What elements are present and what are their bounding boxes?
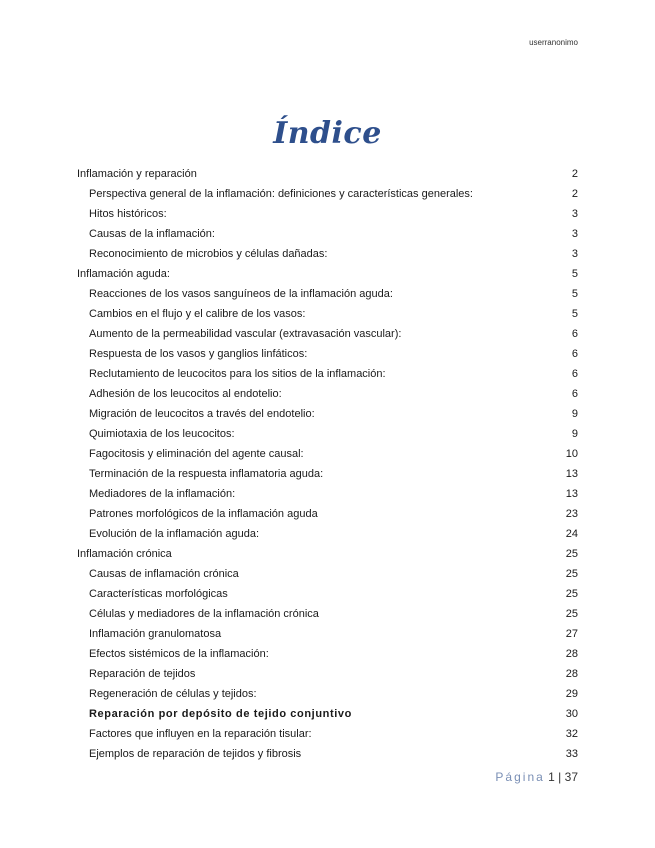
toc-entry-page: 23 <box>565 508 578 520</box>
toc-entry-title: Causas de la inflamación: <box>89 228 215 240</box>
toc-entry[interactable] <box>77 504 578 524</box>
toc-entry-page: 28 <box>565 668 578 680</box>
toc-entry-title: Evolución de la inflamación aguda: <box>89 528 260 540</box>
toc-entry-page: 30 <box>565 708 578 720</box>
page-footer <box>495 770 578 784</box>
toc-entry-title: Quimiotaxia de los leucocitos: <box>89 428 235 440</box>
page-title: Índice <box>273 116 382 151</box>
toc-entry-title: Efectos sistémicos de la inflamación: <box>89 648 269 660</box>
toc-entry[interactable] <box>77 484 578 504</box>
toc-entry-title: Adhesión de los leucocitos al endotelio: <box>89 388 282 400</box>
toc-entry-page: 28 <box>565 648 578 660</box>
toc-entry-page: 13 <box>565 468 578 480</box>
toc-entry-title: Reparación de tejidos <box>89 668 196 680</box>
toc-entry[interactable] <box>77 464 578 484</box>
toc-entry-page: 25 <box>565 548 578 560</box>
toc-entry-page: 3 <box>571 248 578 260</box>
toc-entry[interactable] <box>77 404 578 424</box>
toc-entry[interactable] <box>77 184 578 204</box>
toc-entry-title: Patrones morfológicos de la inflamación aguda <box>89 508 318 520</box>
toc-entry-title: Factores que influyen en la reparación tisular: <box>89 728 312 740</box>
footer-separator: | <box>558 770 562 784</box>
toc-entry-title: Perspectiva general de la inflamación: definiciones y características generales: <box>89 188 473 200</box>
footer-page-word: Página <box>495 770 545 784</box>
toc-entry[interactable] <box>77 664 578 684</box>
toc-entry[interactable] <box>77 284 578 304</box>
toc-entry-title: Terminación de la respuesta inflamatoria aguda: <box>89 468 324 480</box>
toc-entry-title: Reconocimiento de microbios y células dañadas: <box>89 248 328 260</box>
toc-entry[interactable] <box>77 444 578 464</box>
toc-entry[interactable] <box>77 604 578 624</box>
toc-entry[interactable] <box>77 164 578 184</box>
toc-entry-page: 6 <box>571 368 578 380</box>
toc-entry-page: 27 <box>565 628 578 640</box>
toc-entry[interactable] <box>77 524 578 544</box>
toc-entry[interactable] <box>77 564 578 584</box>
toc-entry[interactable] <box>77 544 578 564</box>
toc-entry-title: Inflamación granulomatosa <box>89 628 222 640</box>
toc-entry-title: Regeneración de células y tejidos: <box>89 688 257 700</box>
toc-entry[interactable] <box>77 224 578 244</box>
toc-entry[interactable] <box>77 204 578 224</box>
toc-entry-title: Causas de inflamación crónica <box>89 568 239 580</box>
toc-entry[interactable] <box>77 304 578 324</box>
toc-entry[interactable] <box>77 424 578 444</box>
toc-entry-title: Reclutamiento de leucocitos para los sitios de la inflamación: <box>89 368 386 380</box>
toc-entry-title: Ejemplos de reparación de tejidos y fibrosis <box>89 748 302 760</box>
toc-entry-page: 9 <box>571 428 578 440</box>
toc-entry-title: Mediadores de la inflamación: <box>89 488 236 500</box>
toc-entry-title: Hitos históricos: <box>89 208 167 220</box>
toc-entry-page: 2 <box>571 188 578 200</box>
toc-entry[interactable] <box>77 744 578 764</box>
toc-entry-title: Respuesta de los vasos y ganglios linfáticos: <box>89 348 308 360</box>
toc-entry-page: 5 <box>571 268 578 280</box>
toc-entry[interactable] <box>77 624 578 644</box>
toc-entry-title: Fagocitosis y eliminación del agente causal: <box>89 448 304 460</box>
toc-entry[interactable] <box>77 264 578 284</box>
table-of-contents <box>77 164 578 764</box>
toc-entry-page: 2 <box>571 168 578 180</box>
footer-total-pages: 37 <box>564 770 578 784</box>
toc-entry-title: Inflamación crónica <box>77 548 172 560</box>
toc-entry-title: Aumento de la permeabilidad vascular (extravasación vascular): <box>89 328 402 340</box>
toc-entry-page: 3 <box>571 228 578 240</box>
toc-entry[interactable] <box>77 724 578 744</box>
header-username: userranonimo <box>529 38 578 47</box>
toc-entry-page: 6 <box>571 388 578 400</box>
toc-entry[interactable] <box>77 704 578 724</box>
toc-entry-title: Cambios en el flujo y el calibre de los vasos: <box>89 308 306 320</box>
toc-entry-page: 33 <box>565 748 578 760</box>
toc-entry-title: Inflamación aguda: <box>77 268 170 280</box>
toc-entry-title: Células y mediadores de la inflamación crónica <box>89 608 319 620</box>
toc-entry-title: Características morfológicas <box>89 588 228 600</box>
toc-entry-title: Reacciones de los vasos sanguíneos de la inflamación aguda: <box>89 288 393 300</box>
toc-entry-page: 32 <box>565 728 578 740</box>
toc-entry-page: 29 <box>565 688 578 700</box>
toc-entry-page: 13 <box>565 488 578 500</box>
toc-entry[interactable] <box>77 644 578 664</box>
toc-entry-page: 25 <box>565 588 578 600</box>
toc-entry-page: 6 <box>571 348 578 360</box>
toc-entry[interactable] <box>77 364 578 384</box>
toc-entry-title: Migración de leucocitos a través del endotelio: <box>89 408 315 420</box>
toc-entry-title: Inflamación y reparación <box>77 168 197 180</box>
toc-entry-page: 24 <box>565 528 578 540</box>
footer-current-page: 1 <box>548 770 555 784</box>
toc-entry[interactable] <box>77 244 578 264</box>
toc-entry-title: Reparación por depósito de tejido conjuntivo <box>89 708 352 720</box>
toc-entry[interactable] <box>77 384 578 404</box>
toc-entry-page: 5 <box>571 308 578 320</box>
toc-entry-page: 6 <box>571 328 578 340</box>
toc-entry-page: 3 <box>571 208 578 220</box>
toc-entry-page: 9 <box>571 408 578 420</box>
toc-entry[interactable] <box>77 324 578 344</box>
toc-entry-page: 10 <box>565 448 578 460</box>
toc-entry-page: 25 <box>565 568 578 580</box>
toc-entry[interactable] <box>77 684 578 704</box>
toc-entry[interactable] <box>77 344 578 364</box>
toc-entry-page: 5 <box>571 288 578 300</box>
toc-entry[interactable] <box>77 584 578 604</box>
toc-entry-page: 25 <box>565 608 578 620</box>
